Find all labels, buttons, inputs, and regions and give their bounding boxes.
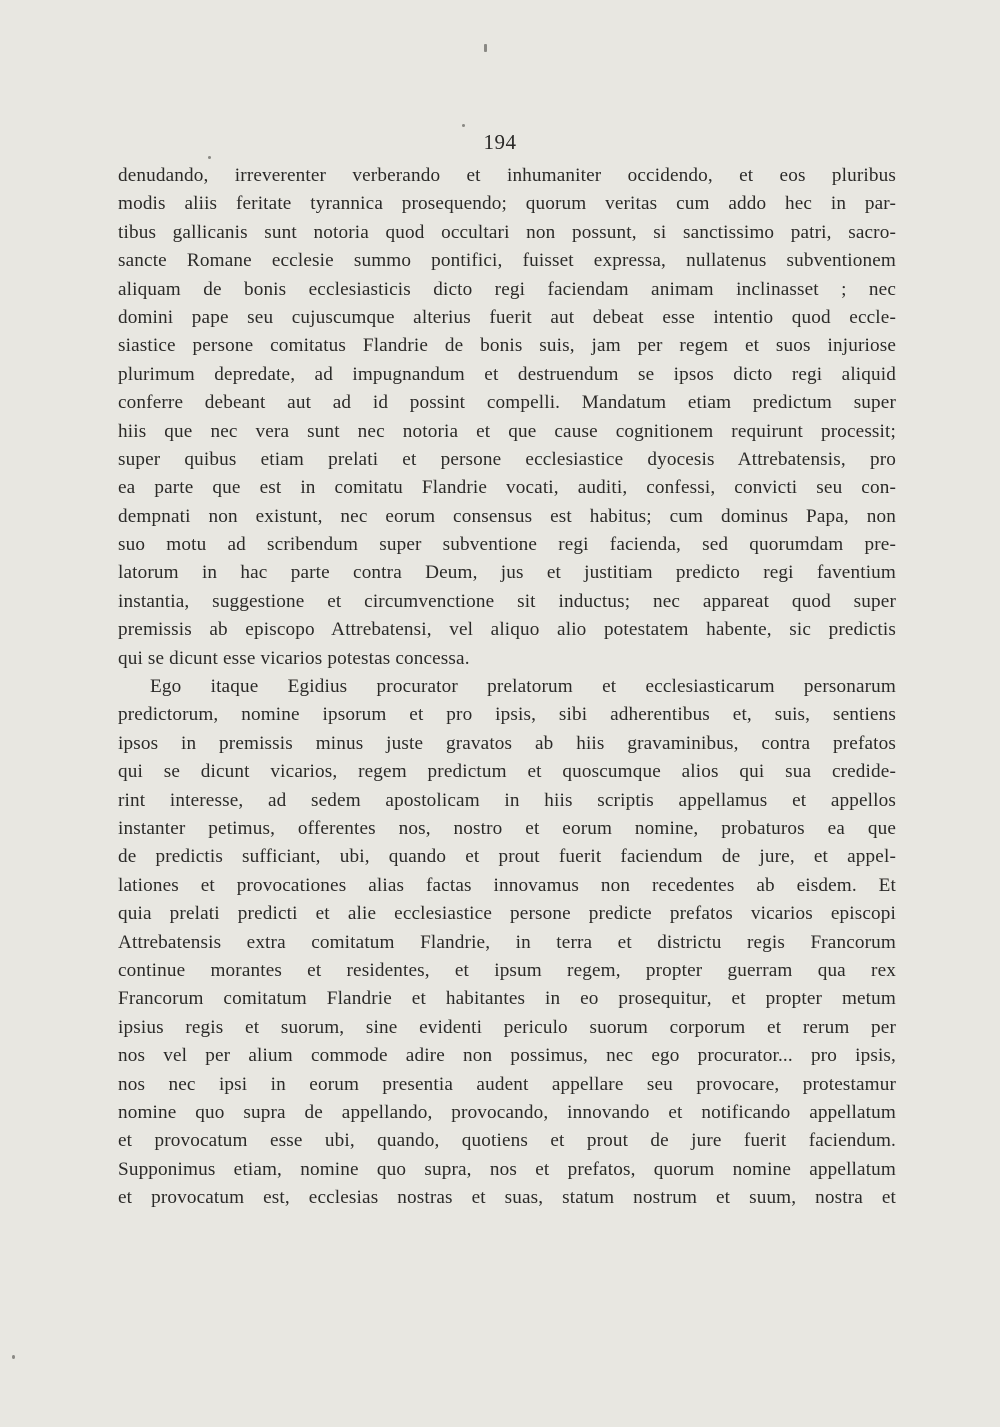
- body-text: [118, 162, 896, 1212]
- text-line: super quibus etiam prelati et persone ecclesiastice dyocesis Attrebatensis, pro: [118, 448, 896, 470]
- text-line: tibus gallicanis sunt notoria quod occultari non possunt, si sanctissimo patri, sacro-: [118, 221, 896, 243]
- text-line: et provocatum esse ubi, quando, quotiens et prout de jure fuerit faciendum.: [118, 1130, 896, 1152]
- text-line: latorum in hac parte contra Deum, jus et justitiam predicto regi faventium: [118, 562, 896, 584]
- text-line: siastice persone comitatus Flandrie de bonis suis, jam per regem et suos injuriose: [118, 335, 896, 357]
- text-line: qui se dicunt vicarios, regem predictum et quoscumque alios qui sua credide-: [118, 761, 896, 783]
- text-line: quia prelati predicti et alie ecclesiastice persone predicte prefatos vicarios episcopi: [118, 903, 896, 925]
- text-line: premissis ab episcopo Attrebatensi, vel aliquo alio potestatem habente, sic predictis: [118, 619, 896, 641]
- text-line: predictorum, nomine ipsorum et pro ipsis, sibi adherentibus et, suis, sentiens: [118, 704, 896, 726]
- text-line: Attrebatensis extra comitatum Flandrie, in terra et districtu regis Francorum: [118, 931, 896, 953]
- text-line: dempnati non existunt, nec eorum consensus est habitus; cum dominus Papa, non: [118, 505, 896, 527]
- text-line: de predictis sufficiant, ubi, quando et prout fuerit faciendum de jure, et appel-: [118, 846, 896, 868]
- speck-mark: [12, 1355, 15, 1359]
- paragraph-start-line: Ego itaque Egidius procurator prelatorum et ecclesiasticarum personarum: [150, 676, 896, 698]
- text-line: Supponimus etiam, nomine quo supra, nos et prefatos, quorum nomine appellatum: [118, 1158, 896, 1180]
- text-line: aliquam de bonis ecclesiasticis dicto regi faciendam animam inclinasset ; nec: [118, 278, 896, 300]
- speck-mark: [462, 124, 465, 127]
- text-line: instanter petimus, offerentes nos, nostro et eorum nomine, probaturos ea que: [118, 817, 896, 839]
- page-number: 194: [483, 130, 517, 154]
- text-line: continue morantes et residentes, et ipsum regem, propter guerram qua rex: [118, 959, 896, 981]
- text-line: denudando, irreverenter verberando et inhumaniter occidendo, et eos pluribus: [118, 165, 896, 186]
- text-line: ipsius regis et suorum, sine evidenti periculo suorum corporum et rerum per: [118, 1016, 896, 1038]
- text-line: hiis que nec vera sunt nec notoria et que cause cognitionem requirunt processit;: [118, 420, 896, 442]
- text-line: ea parte que est in comitatu Flandrie vocati, auditi, confessi, convicti seu con-: [118, 477, 896, 499]
- text-line: et provocatum est, ecclesias nostras et suas, statum nostrum et suum, nostra et: [118, 1187, 896, 1209]
- text-line: Francorum comitatum Flandrie et habitantes in eo prosequitur, et propter metum: [118, 988, 896, 1010]
- text-line: nos vel per alium commode adire non possimus, nec ego procurator... pro ipsis,: [118, 1045, 896, 1067]
- text-line: rint interesse, ad sedem apostolicam in hiis scriptis appellamus et appellos: [118, 789, 896, 811]
- text-line: plurimum depredate, ad impugnandum et destruendum se ipsos dicto regi aliquid: [118, 363, 896, 385]
- text-line: ipsos in premissis minus juste gravatos ab hiis gravaminibus, contra prefatos: [118, 732, 896, 754]
- paragraph-end-line: qui se dicunt esse vicarios potestas concessa.: [118, 647, 470, 669]
- text-line: modis aliis feritate tyrannica prosequendo; quorum veritas cum addo hec in par-: [118, 193, 896, 215]
- text-line: nomine quo supra de appellando, provocando, innovando et notificando appellatum: [118, 1101, 896, 1123]
- text-line: conferre debeant aut ad id possint compelli. Mandatum etiam predictum super: [118, 392, 896, 414]
- text-line: lationes et provocationes alias factas innovamus non recedentes ab eisdem. Et: [118, 874, 896, 896]
- speck-mark: [208, 156, 211, 159]
- text-line: sancte Romane ecclesie summo pontifici, fuisset expressa, nullatenus subventionem: [118, 250, 896, 272]
- text-line: nos nec ipsi in eorum presentia audent appellare seu provocare, protestamur: [118, 1073, 896, 1095]
- text-line: domini pape seu cujuscumque alterius fuerit aut debeat esse intentio quod eccle-: [118, 306, 896, 328]
- text-line: instantia, suggestione et circumvenctione sit inductus; nec appareat quod super: [118, 590, 896, 612]
- speck-mark: [484, 44, 487, 52]
- text-line: suo motu ad scribendum super subventione regi facienda, sed quorumdam pre-: [118, 534, 896, 556]
